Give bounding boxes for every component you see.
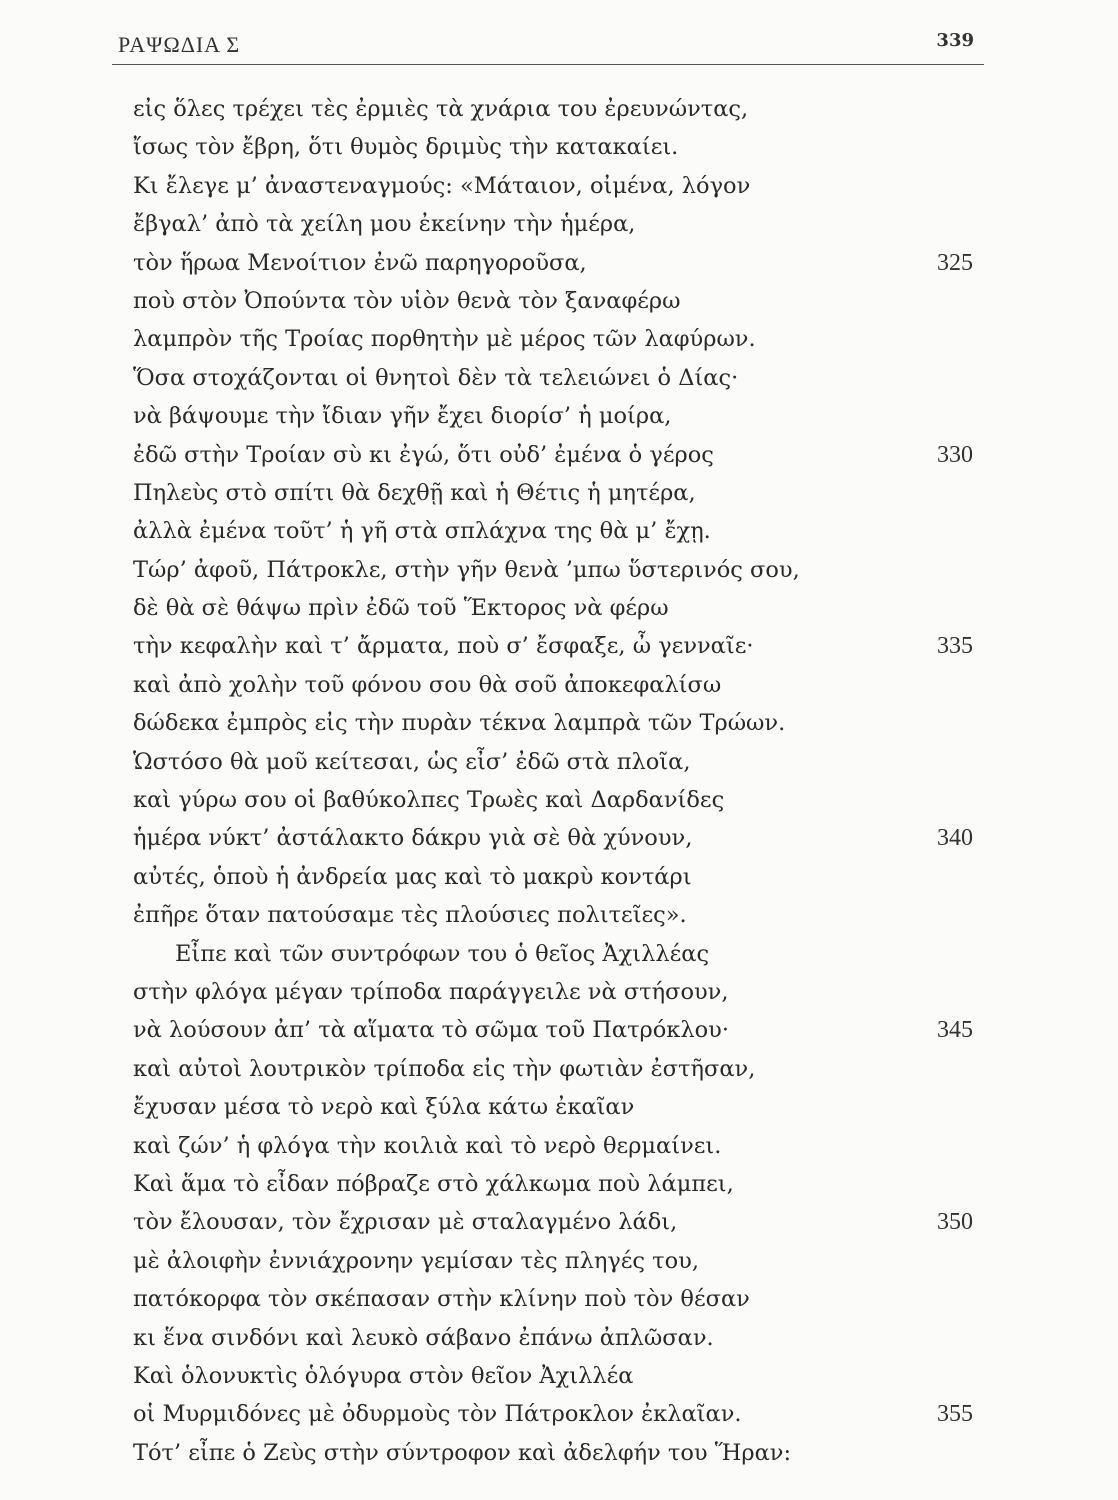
verse-line xyxy=(133,551,983,589)
verse-line xyxy=(133,1280,983,1318)
verse-line xyxy=(133,1357,983,1395)
verse-text: αὐτές, ὁποὺ ἡ ἀνδρεία μας καὶ τὸ μακρὺ κοντάρι xyxy=(133,863,692,890)
verse-line xyxy=(133,90,983,128)
line-number: 345 xyxy=(937,1017,973,1044)
verse-text: Πηλεὺς στὸ σπίτι θὰ δεχθῇ καὶ ἡ Θέτις ἡ μητέρα, xyxy=(133,479,696,506)
verse-text: εἰς ὅλες τρέχει τὲς ἐρμιὲς τὰ χνάρια του ἐρευνώντας, xyxy=(133,96,749,122)
verse-line xyxy=(133,397,983,435)
verse-text: στὴν φλόγα μέγαν τρίποδα παράγγειλε νὰ στήσουν, xyxy=(133,978,729,1005)
verse-line xyxy=(133,896,983,934)
verse-text: Ὡστόσο θὰ μοῦ κείτεσαι, ὡς εἶσ’ ἐδῶ στὰ πλοῖα, xyxy=(133,748,691,775)
verse-text: καὶ αὐτοὶ λουτρικὸν τρίποδα εἰς τὴν φωτιὰν ἐστῆσαν, xyxy=(133,1055,756,1082)
running-header xyxy=(112,22,984,62)
verse-text: ἔβγαλ’ ἀπὸ τὰ χείλη μου ἐκείνην τὴν ἡμέρα, xyxy=(133,211,636,238)
verse-line xyxy=(133,436,983,474)
verse-line xyxy=(133,704,983,742)
line-number: 330 xyxy=(937,441,973,468)
verse-line xyxy=(133,512,983,550)
verse-line xyxy=(133,205,983,243)
verse-text: μὲ ἀλοιφὴν ἐννιάχρονην γεμίσαν τὲς πληγές του, xyxy=(133,1247,699,1274)
verse-line xyxy=(133,781,983,819)
verse-text: ἐπῆρε ὅταν πατούσαμε τὲς πλούσιες πολιτεῖες». xyxy=(133,902,687,929)
header-rule xyxy=(112,64,984,65)
verse-line xyxy=(133,320,983,358)
verse-line xyxy=(133,1088,983,1126)
verse-line xyxy=(133,1127,983,1165)
verse-line xyxy=(133,1011,983,1049)
verse-line xyxy=(133,743,983,781)
verse-text: Καὶ ἅμα τὸ εἶδαν πόβραζε στὸ χάλκωμα ποὺ λάμπει, xyxy=(133,1170,734,1197)
verse-line xyxy=(133,128,983,166)
verse-text: νὰ βάψουμε τὴν ἴδιαν γῆν ἔχει διορίσ’ ἡ μοίρα, xyxy=(133,403,672,430)
verse-text: νὰ λούσουν ἀπ’ τὰ αἵματα τὸ σῶμα τοῦ Πατρόκλου· xyxy=(133,1017,730,1044)
verse-text: τὸν ἥρωα Μενοίτιον ἐνῶ παρηγοροῦσα, xyxy=(133,249,587,276)
verse-line xyxy=(133,858,983,896)
verse-text: πατόκορφα τὸν σκέπασαν στὴν κλίνην ποὺ τὸν θέσαν xyxy=(133,1286,750,1313)
verse-line xyxy=(133,1050,983,1088)
verse-line xyxy=(133,935,983,973)
verse-text: Τότ’ εἶπε ὁ Ζεὺς στὴν σύντροφον καὶ ἀδελφήν του Ἥραν: xyxy=(133,1439,792,1466)
verse-text: ἐδῶ στὴν Τροίαν σὺ κι ἐγώ, ὅτι οὐδ’ ἐμένα ὁ γέρος xyxy=(133,441,714,468)
line-number: 335 xyxy=(937,633,973,660)
verse-line xyxy=(133,474,983,512)
verse-line xyxy=(133,1395,983,1433)
verse-line xyxy=(133,589,983,627)
verse-line xyxy=(133,244,983,282)
verse-text: ἡμέρα νύκτ’ ἀστάλακτο δάκρυ γιὰ σὲ θὰ χύνουν, xyxy=(133,825,693,852)
verse-line xyxy=(133,359,983,397)
verse-text: Κι ἔλεγε μ’ ἀναστεναγμούς: «Μάταιον, οἰμένα, λόγον xyxy=(133,172,751,199)
verse-line xyxy=(133,1203,983,1241)
verse-text: ἀλλὰ ἐμένα τοῦτ’ ἡ γῆ στὰ σπλάχνα της θὰ μ’ ἔχῃ. xyxy=(133,518,711,545)
verse-text: ἴσως τὸν ἔβρη, ὅτι θυμὸς δριμὺς τὴν κατακαίει. xyxy=(133,134,679,161)
verse-text: δώδεκα ἐμπρὸς εἰς τὴν πυρὰν τέκνα λαμπρὰ τῶν Τρώων. xyxy=(133,710,786,737)
verse-text: Ὅσα στοχάζονται οἱ θνητοὶ δὲν τὰ τελειώνει ὁ Δίας· xyxy=(133,364,739,391)
verse-block xyxy=(133,90,983,1472)
verse-text: Τώρ’ ἀφοῦ, Πάτροκλε, στὴν γῆν θενὰ ’μπω ὕστερινός σου, xyxy=(133,556,800,583)
line-number: 355 xyxy=(937,1401,973,1428)
verse-line xyxy=(133,282,983,320)
verse-text: κι ἕνα σινδόνι καὶ λευκὸ σάβανο ἐπάνω ἀπλῶσαν. xyxy=(133,1324,714,1351)
verse-text: καὶ ἀπὸ χολὴν τοῦ φόνου σου θὰ σοῦ ἀποκεφαλίσω xyxy=(133,671,722,698)
verse-line xyxy=(133,167,983,205)
verse-text: οἱ Μυρμιδόνες μὲ ὀδυρμοὺς τὸν Πάτροκλον ἐκλαῖαν. xyxy=(133,1401,742,1428)
verse-text: ἔχυσαν μέσα τὸ νερὸ καὶ ξύλα κάτω ἐκαῖαν xyxy=(133,1094,635,1121)
verse-line xyxy=(133,627,983,665)
verse-line xyxy=(133,1434,983,1472)
verse-text: Καὶ ὁλονυκτὶς ὁλόγυρα στὸν θεῖον Ἀχιλλέα xyxy=(133,1362,634,1389)
verse-text: δὲ θὰ σὲ θάψω πρὶν ἐδῶ τοῦ Ἕκτορος νὰ φέρω xyxy=(133,595,669,622)
verse-line xyxy=(133,1165,983,1203)
page-number: 339 xyxy=(936,30,974,51)
line-number: 325 xyxy=(937,249,973,276)
verse-line xyxy=(133,666,983,704)
verse-text: τὴν κεφαλὴν καὶ τ’ ἄρματα, ποὺ σ’ ἔσφαξε, ὦ γενναῖε· xyxy=(133,633,754,660)
chapter-title: ΡΑΨΩΔΙΑ Σ xyxy=(118,32,241,57)
verse-line xyxy=(133,1242,983,1280)
verse-line xyxy=(133,1319,983,1357)
verse-text: λαμπρὸν τῆς Τροίας πορθητὴν μὲ μέρος τῶν λαφύρων. xyxy=(133,326,756,353)
verse-text: καὶ ζών’ ἡ φλόγα τὴν κοιλιὰ καὶ τὸ νερὸ θερμαίνει. xyxy=(133,1132,722,1159)
verse-line xyxy=(133,973,983,1011)
verse-line xyxy=(133,819,983,857)
verse-text: καὶ γύρω σου οἱ βαθύκολπες Τρωὲς καὶ Δαρδανίδες xyxy=(133,787,725,814)
line-number: 350 xyxy=(937,1209,973,1236)
verse-text: τὸν ἔλουσαν, τὸν ἔχρισαν μὲ σταλαγμένο λάδι, xyxy=(133,1209,678,1236)
line-number: 340 xyxy=(937,825,973,852)
verse-text: Εἶπε καὶ τῶν συντρόφων του ὁ θεῖος Ἀχιλλέας xyxy=(175,940,710,967)
verse-text: ποὺ στὸν Ὀπούντα τὸν υἱὸν θενὰ τὸν ξαναφέρω xyxy=(133,287,681,314)
